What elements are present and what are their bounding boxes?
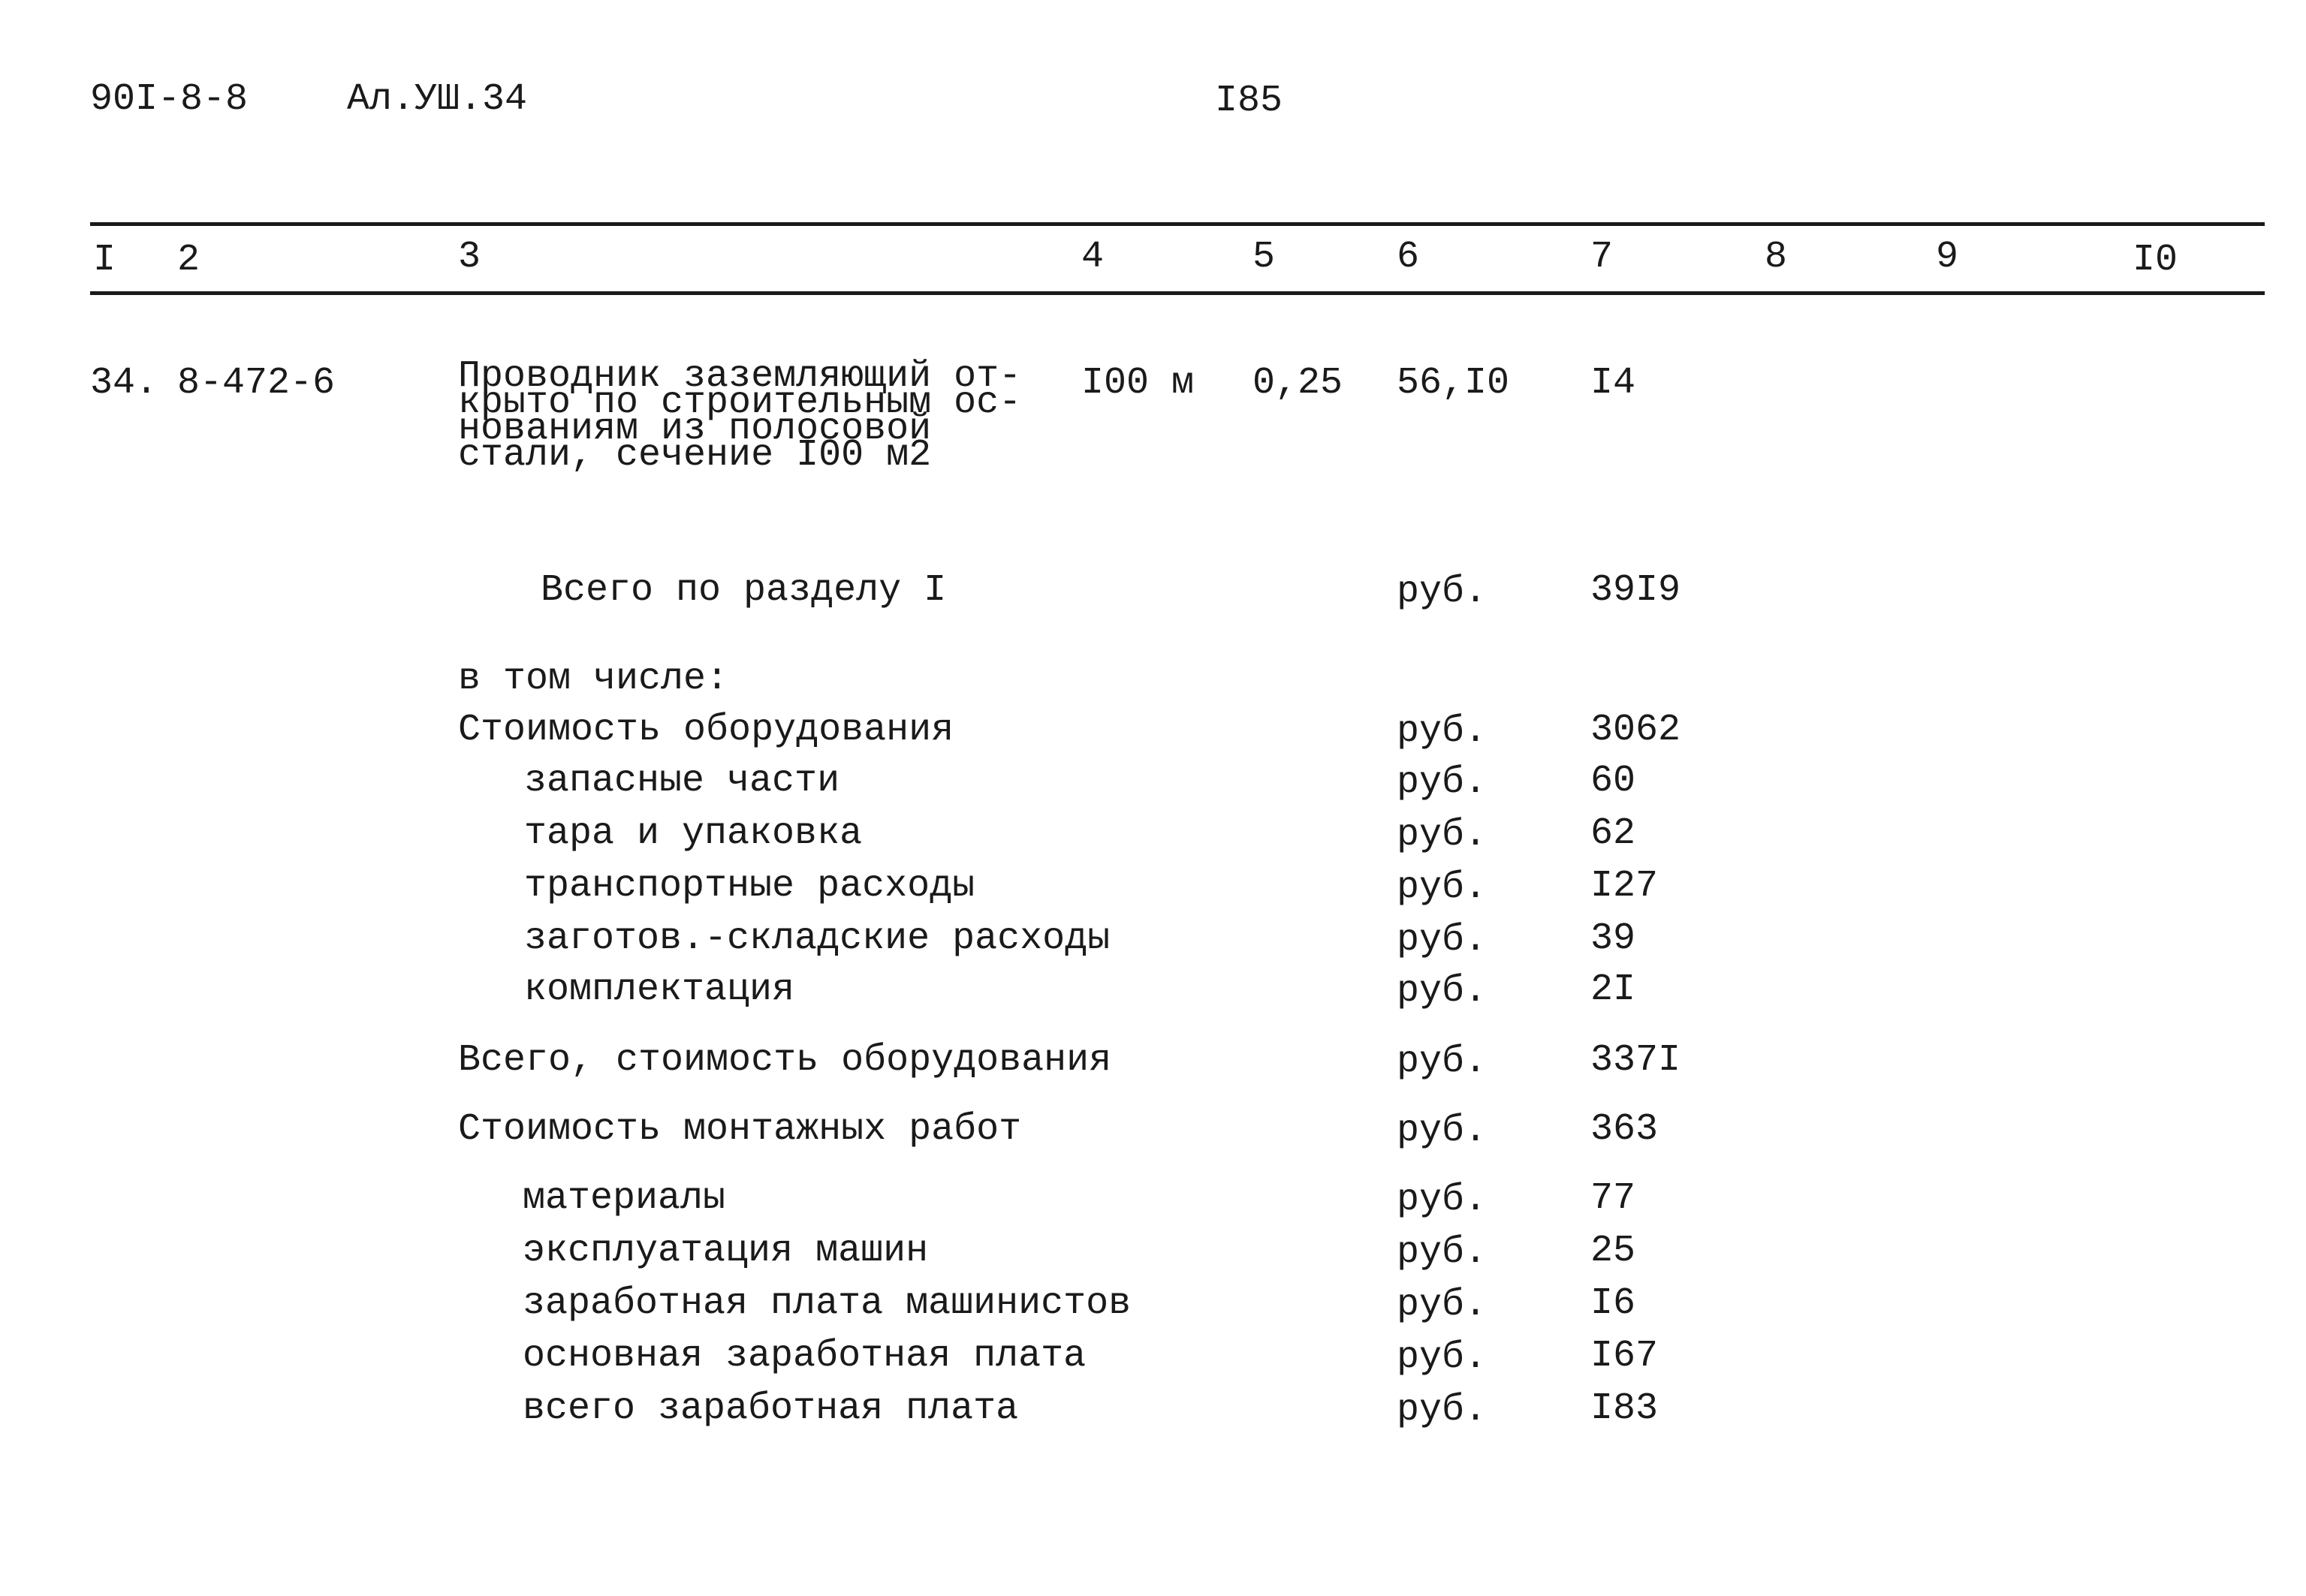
equipment-total-label: Всего, стоимость оборудования — [458, 1039, 1112, 1082]
list-item-label: транспортные расходы — [524, 865, 975, 908]
column-header-7: 7 — [1590, 236, 1614, 279]
list-item-value: 25 — [1590, 1230, 1636, 1272]
table-header-rule — [90, 291, 2265, 295]
list-item-unit: руб. — [1397, 1231, 1488, 1274]
item-quantity: 0,25 — [1252, 362, 1343, 405]
page-number: I85 — [1215, 80, 1283, 122]
list-item-label: заработная плата машинистов — [523, 1282, 1132, 1325]
item-unit: I00 м — [1081, 362, 1195, 405]
column-header-4: 4 — [1081, 236, 1105, 279]
list-item-unit: руб. — [1397, 1179, 1488, 1221]
list-item-unit: руб. — [1397, 866, 1488, 909]
list-item-value: I27 — [1590, 865, 1659, 908]
list-item-value: 2I — [1590, 968, 1636, 1011]
list-item-value: 60 — [1590, 760, 1636, 803]
list-item-label: всего заработная плата — [523, 1387, 1019, 1430]
equipment-total-value: 337I — [1590, 1039, 1681, 1082]
list-item-unit: руб. — [1397, 1284, 1488, 1326]
item-price: 56,I0 — [1397, 362, 1510, 405]
list-item-label: эксплуатация машин — [523, 1230, 929, 1272]
column-header-1: I — [93, 239, 116, 282]
column-header-9: 9 — [1936, 236, 1959, 279]
list-item-unit: руб. — [1397, 761, 1488, 804]
installation-cost-label: Стоимость монтажных работ — [458, 1108, 1022, 1151]
list-item-value: 39 — [1590, 917, 1636, 960]
list-item-value: I83 — [1590, 1387, 1659, 1430]
installation-cost-value: 363 — [1590, 1108, 1659, 1151]
column-header-6: 6 — [1397, 236, 1420, 279]
item-description: Проводник заземляющий от- крыто по строительным ос- нованиям из полосовой стали, сечение I00 м2 — [458, 355, 1022, 477]
album-reference: Ал.УШ.34 — [347, 78, 528, 121]
column-header-2: 2 — [177, 239, 200, 282]
equipment-cost-unit: руб. — [1397, 710, 1488, 753]
list-item-label: тара и упаковка — [524, 812, 863, 855]
list-item-unit: руб. — [1397, 1336, 1488, 1379]
section-total-value: 39I9 — [1590, 569, 1681, 612]
column-header-10: I0 — [2133, 239, 2178, 282]
list-item-label: заготов.-складские расходы — [524, 917, 1111, 960]
section-total-unit: руб. — [1397, 571, 1488, 613]
list-item-value: I6 — [1590, 1282, 1636, 1325]
equipment-total-unit: руб. — [1397, 1040, 1488, 1083]
list-item-unit: руб. — [1397, 919, 1488, 962]
list-item-value: 62 — [1590, 812, 1636, 855]
list-item-unit: руб. — [1397, 814, 1488, 857]
list-item-value: I67 — [1590, 1335, 1659, 1378]
list-item-unit: руб. — [1397, 970, 1488, 1013]
including-label: в том числе: — [458, 658, 729, 700]
list-item-label: материалы — [523, 1177, 726, 1220]
section-total-label: Всего по разделу I — [541, 569, 947, 612]
list-item-label: запасные части — [524, 760, 840, 803]
table-top-rule — [90, 222, 2265, 226]
column-header-5: 5 — [1252, 236, 1276, 279]
column-header-8: 8 — [1765, 236, 1788, 279]
list-item-label: комплектация — [524, 968, 795, 1011]
item-code: 8-472-6 — [177, 362, 336, 405]
list-item-unit: руб. — [1397, 1389, 1488, 1432]
document-code: 90I-8-8 — [90, 78, 249, 121]
installation-cost-unit: руб. — [1397, 1110, 1488, 1152]
item-number: 34. — [90, 362, 158, 405]
list-item-value: 77 — [1590, 1177, 1636, 1220]
item-total: I4 — [1590, 362, 1636, 405]
list-item-label: основная заработная плата — [523, 1335, 1087, 1378]
equipment-cost-label: Стоимость оборудования — [458, 709, 954, 751]
equipment-cost-value: 3062 — [1590, 709, 1681, 751]
column-header-3: 3 — [458, 236, 481, 279]
